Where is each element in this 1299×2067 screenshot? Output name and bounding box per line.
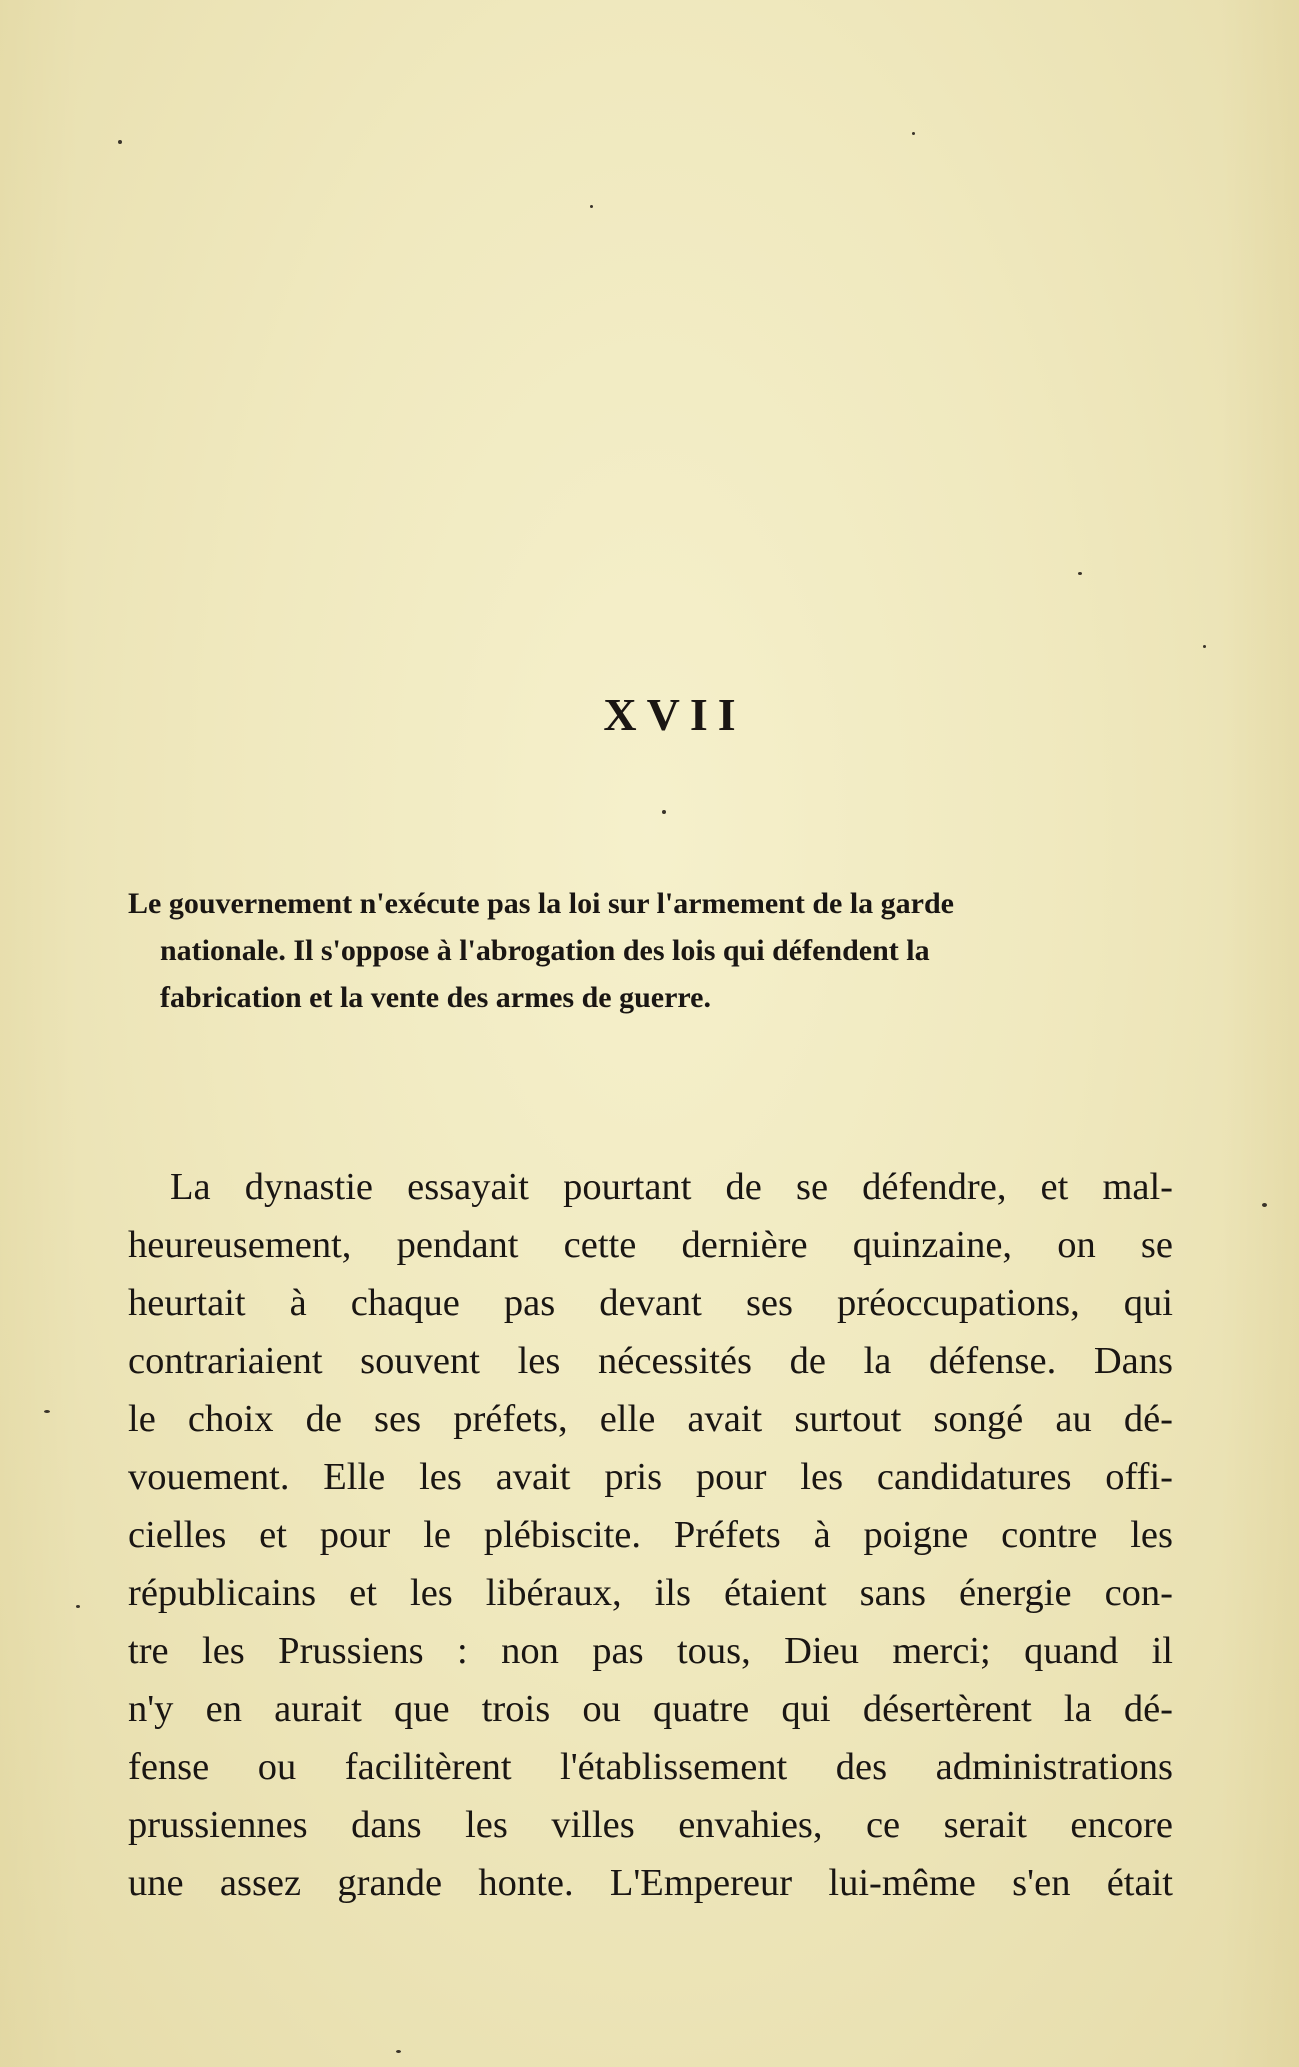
body-line: le choix de ses préfets, elle avait surtout songé au dé- bbox=[128, 1398, 1173, 1440]
body-line: tre les Prussiens : non pas tous, Dieu merci; quand il bbox=[128, 1630, 1173, 1672]
body-line: heurtait à chaque pas devant ses préoccupations, qui bbox=[128, 1282, 1173, 1324]
body-line: n'y en aurait que trois ou quatre qui désertèrent la dé- bbox=[128, 1688, 1173, 1730]
chapter-number: XVII bbox=[603, 689, 746, 740]
chapter-body-paragraph bbox=[128, 1158, 1173, 1912]
body-line: cielles et pour le plébiscite. Préfets à poigne contre les bbox=[128, 1514, 1173, 1556]
body-line: républicains et les libéraux, ils étaient sans énergie con- bbox=[128, 1572, 1173, 1614]
body-line: vouement. Elle les avait pris pour les candidatures offi- bbox=[128, 1456, 1173, 1498]
body-line: une assez grande honte. L'Empereur lui-même s'en était bbox=[128, 1862, 1173, 1904]
body-line: La dynastie essayait pourtant de se défendre, et mal- bbox=[170, 1166, 1173, 1208]
chapter-summary bbox=[128, 880, 1168, 1021]
body-line: contrariaient souvent les nécessités de la défense. Dans bbox=[128, 1340, 1173, 1382]
summary-line: nationale. Il s'oppose à l'abrogation des lois qui défendent la bbox=[160, 934, 930, 967]
body-line: fense ou facilitèrent l'établissement des administrations bbox=[128, 1746, 1173, 1788]
body-line: prussiennes dans les villes envahies, ce serait encore bbox=[128, 1804, 1173, 1846]
summary-line: Le gouvernement n'exécute pas la loi sur l'armement de la garde bbox=[128, 887, 954, 920]
summary-line: fabrication et la vente des armes de guerre. bbox=[160, 981, 711, 1014]
body-line: heureusement, pendant cette dernière quinzaine, on se bbox=[128, 1224, 1173, 1266]
